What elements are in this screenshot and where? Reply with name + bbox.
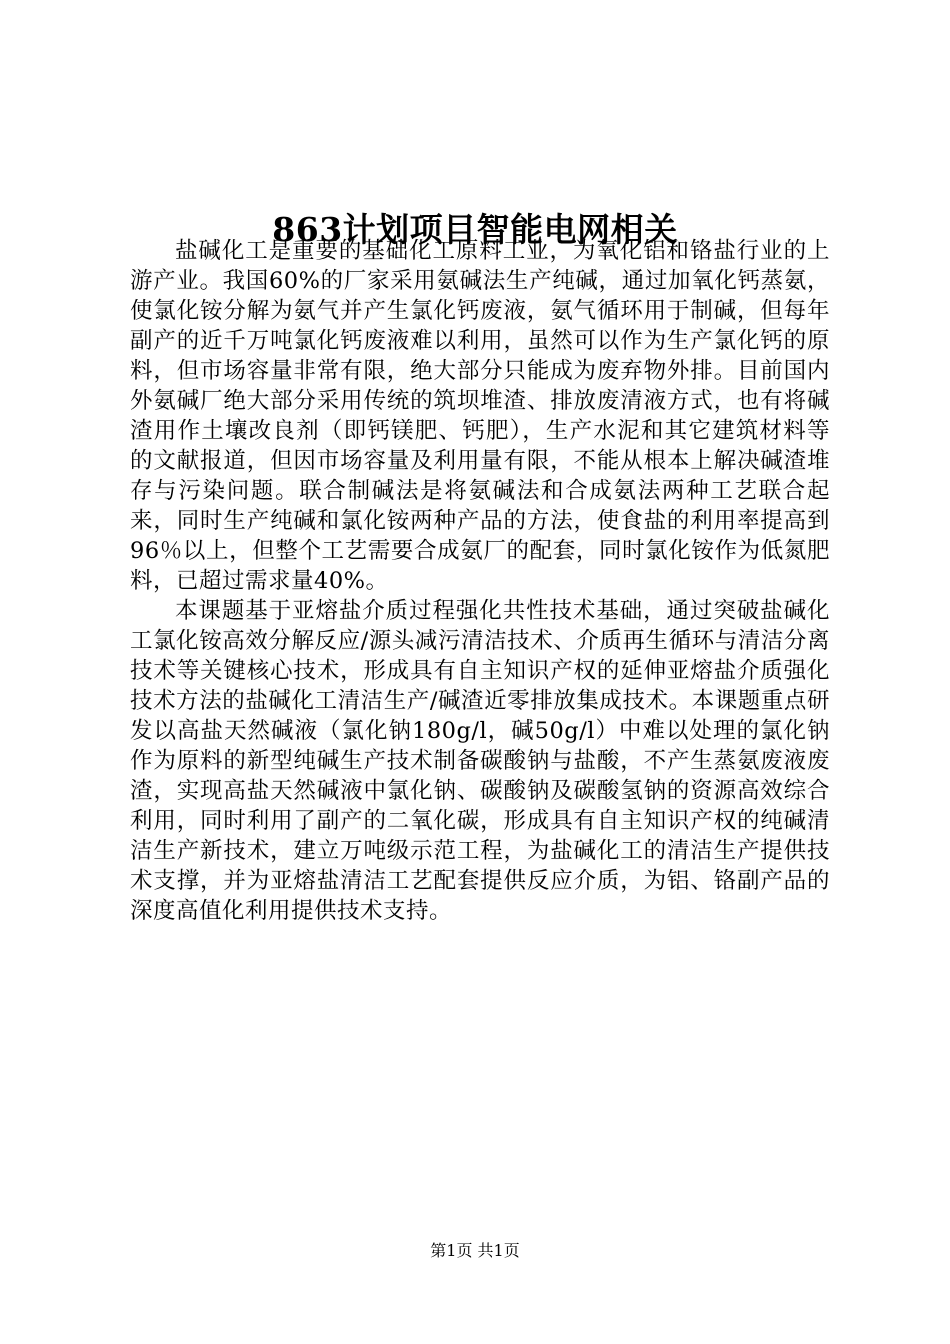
document-body xyxy=(130,236,830,926)
page-footer: 第1页 共1页 xyxy=(430,1241,520,1260)
paragraph-2: 本课题基于亚熔盐介质过程强化共性技术基础，通过突破盐碱化工氯化铵高效分解反应/源头减污清洁技术、介质再生循环与清洁分离技术等关键核心技术，形成具有自主知识产权的延伸亚熔盐介质强化技术方法的盐碱化工清洁生产/碱渣近零排放集成技术。本课题重点研发以高盐天然碱液（氯化钠180g/l，碱50g/l）中难以处理的氯化钠作为原料的新型纯碱生产技术制备碳酸钠与盐酸，不产生蒸氨废液废渣，实现高盐天然碱液中氯化钠、碳酸钠及碳酸氢钠的资源高效综合利用，同时利用了副产的二氧化碳，形成具有自主知识产权的纯碱清洁生产新技术，建立万吨级示范工程，为盐碱化工的清洁生产提供技术支撑，并为亚熔盐清洁工艺配套提供反应介质，为铝、铬副产品的深度高值化利用提供技术支持。 xyxy=(130,598,830,924)
paragraph-1: 盐碱化工是重要的基础化工原料工业，为氧化铝和铬盐行业的上游产业。我国60%的厂家采用氨碱法生产纯碱，通过加氧化钙蒸氨，使氯化铵分解为氨气并产生氯化钙废液，氨气循环用于制碱，但每年副产的近千万吨氯化钙废液难以利用，虽然可以作为生产氯化钙的原料，但市场容量非常有限，绝大部分只能成为废弃物外排。目前国内外氨碱厂绝大部分采用传统的筑坝堆渣、排放废清液方式，也有将碱渣用作土壤改良剂（即钙镁肥、钙肥），生产水泥和其它建筑材料等的文献报道，但因市场容量及利用量有限，不能从根本上解决碱渣堆存与污染问题。联合制碱法是将氨碱法和合成氨法两种工艺联合起来，同时生产纯碱和氯化铵两种产品的方法，使食盐的利用率提高到96％以上，但整个工艺需要合成氨厂的配套，同时氯化铵作为低氮肥料，已超过需求量40%。 xyxy=(130,238,830,594)
document-title: 863计划项目智能电网相关 xyxy=(272,210,678,250)
